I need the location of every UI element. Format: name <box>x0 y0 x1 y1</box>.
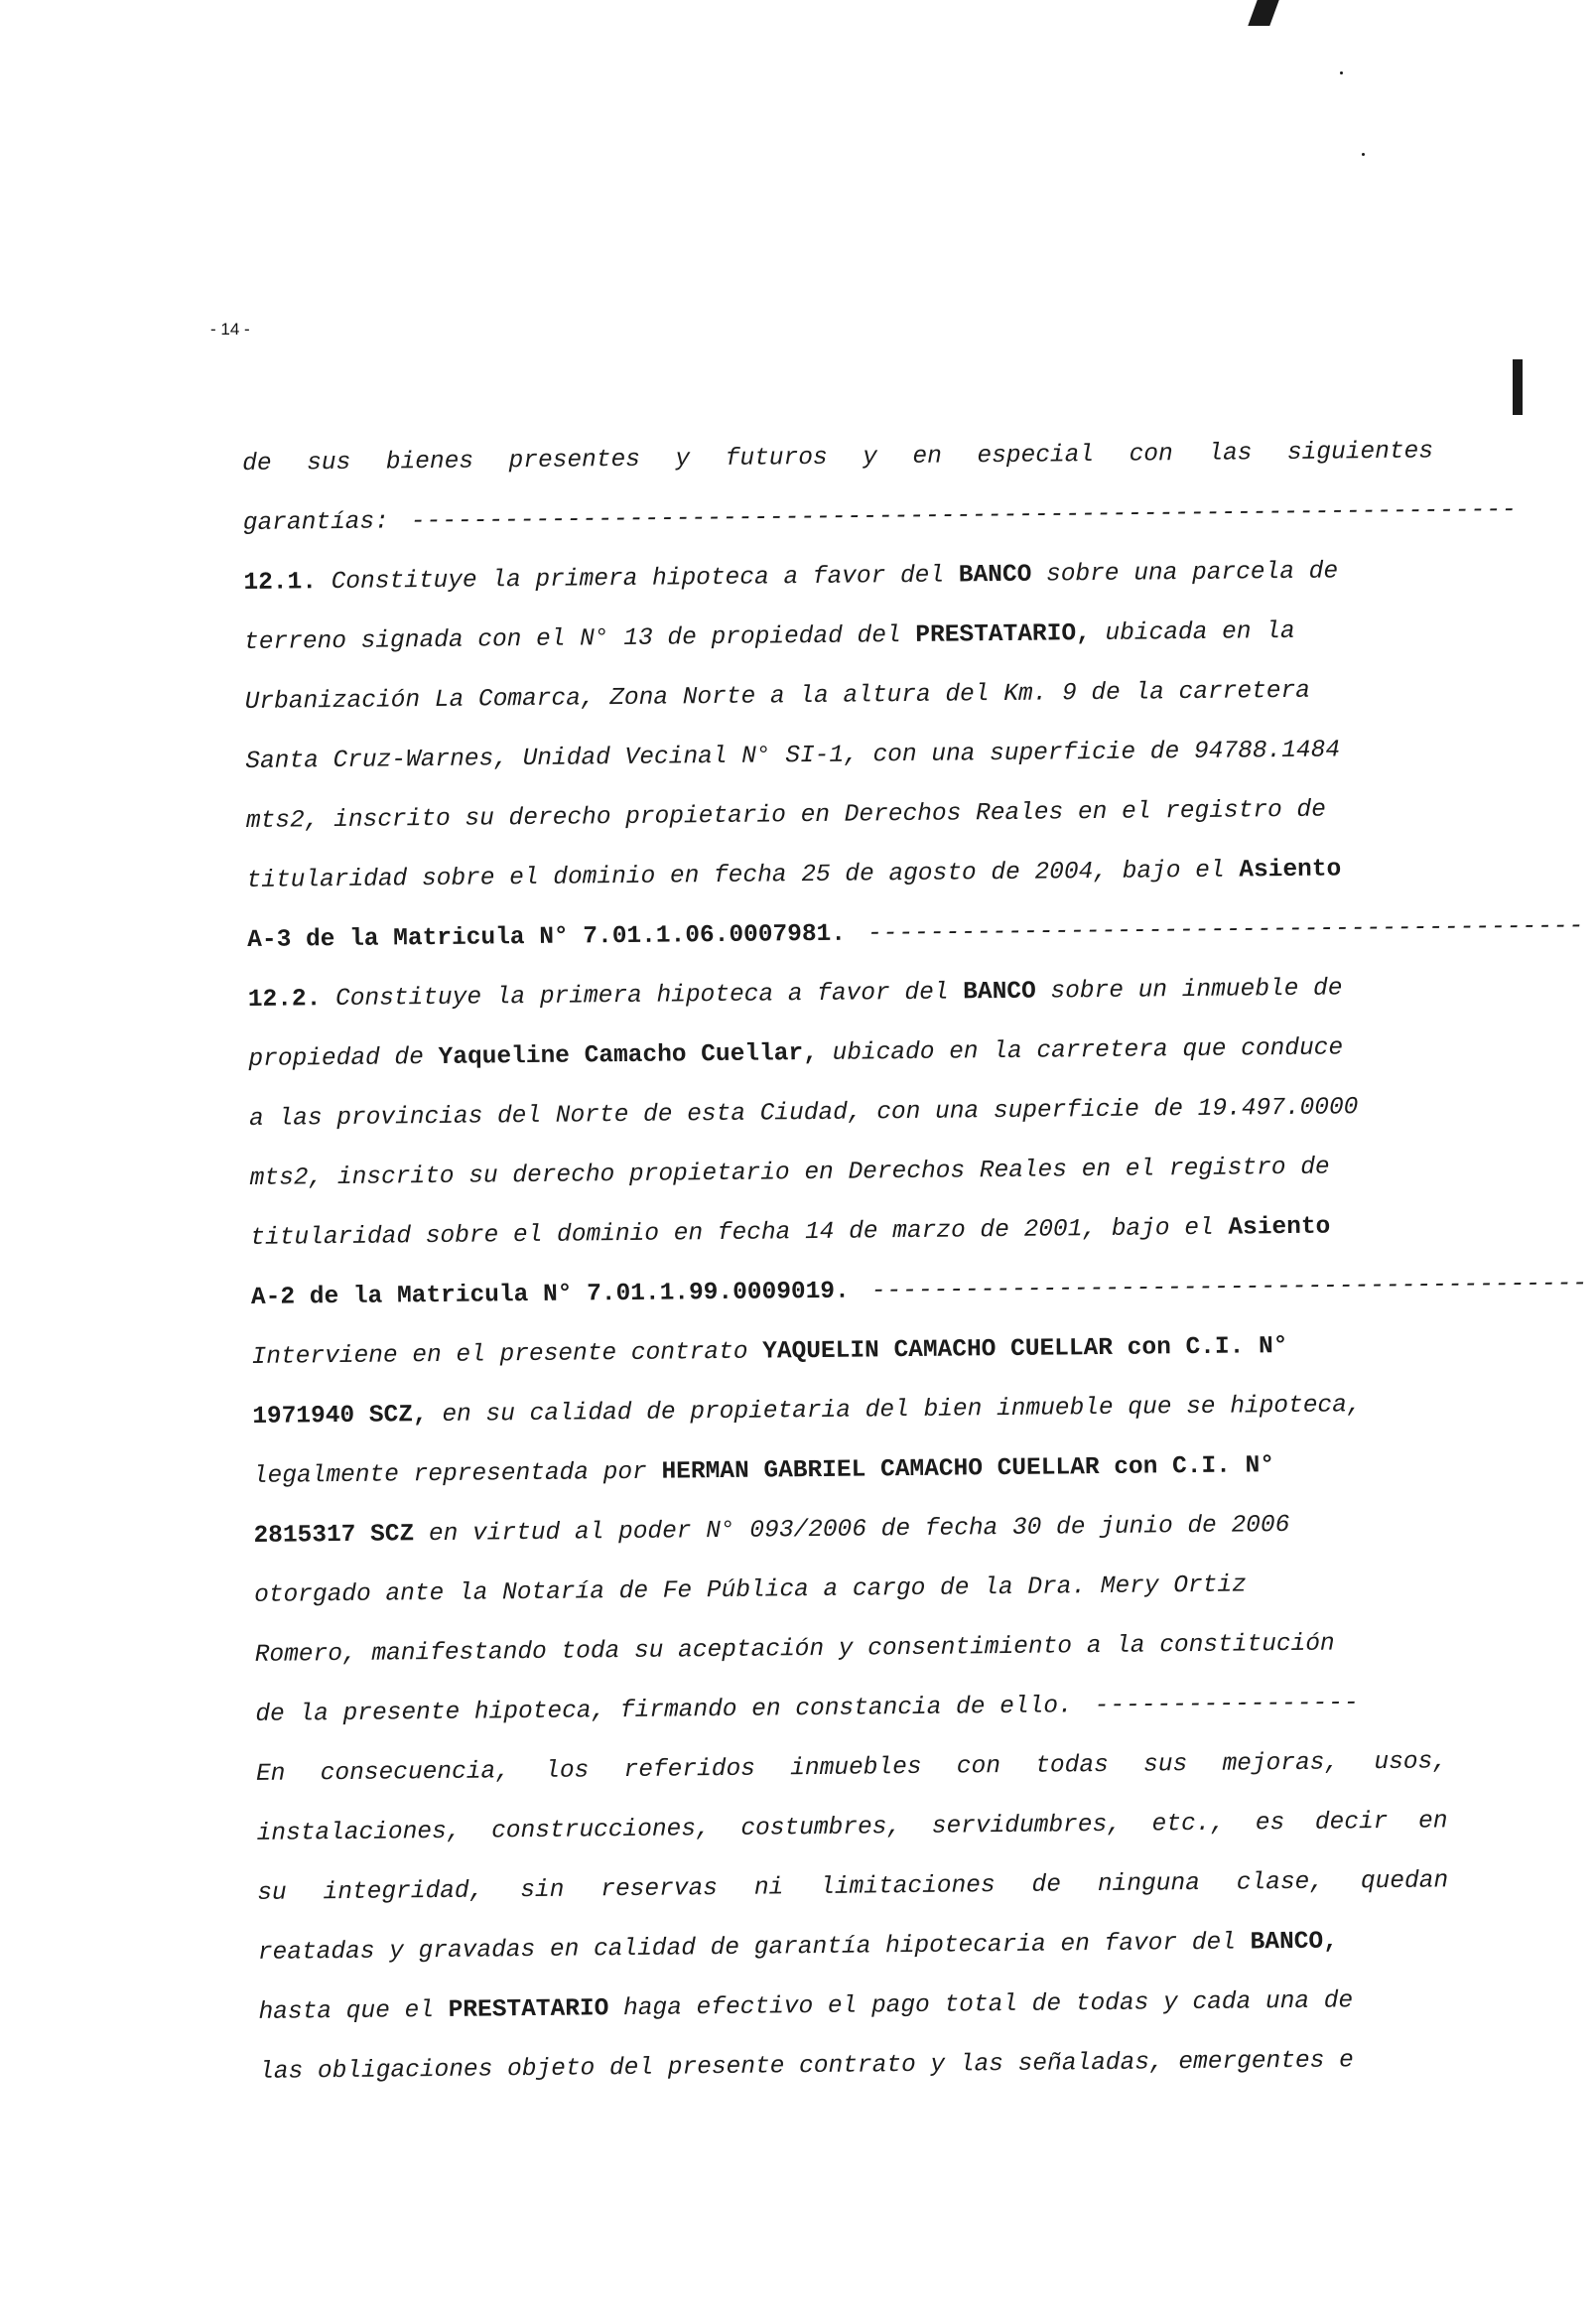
bold-text: Asiento <box>1239 856 1342 885</box>
text-run: ninguna <box>1097 1869 1200 1899</box>
text-run: mts2, inscrito su derecho propietario en Derechos Reales en el registro de <box>249 1154 1330 1192</box>
bold-text: BANCO <box>958 561 1032 590</box>
text-run: sus <box>1142 1751 1188 1779</box>
scan-edge-mark-right <box>1513 359 1523 415</box>
text-run: Constituye la primera hipoteca a favor del <box>316 562 959 597</box>
text-run: Romero, manifestando toda su aceptación y consentimiento a la constitución <box>254 1630 1335 1669</box>
text-run: Interviene en el presente contrato <box>251 1338 763 1371</box>
text-line <box>256 1802 1447 1854</box>
text-run: costumbres, <box>740 1814 902 1843</box>
bold-text: Yaqueline Camacho Cuellar, <box>438 1039 819 1071</box>
text-run: en <box>1417 1808 1448 1836</box>
text-line <box>242 432 1433 484</box>
filler-dashes: ---------------------------------------------- <box>866 912 1585 948</box>
text-run: legalmente representada por <box>252 1458 662 1490</box>
text-run: los <box>545 1757 590 1785</box>
text-run: servidumbres, <box>931 1811 1123 1841</box>
text-run: etc., <box>1151 1810 1226 1839</box>
text-run: de <box>1031 1871 1062 1899</box>
text-run: las obligaciones objeto del presente contrato y las señaladas, emergentes e <box>259 2047 1354 2086</box>
text-run: haga efectivo el pago total de todas y cada una de <box>608 1987 1354 2023</box>
text-line <box>257 1861 1448 1914</box>
text-run: sus <box>307 449 351 478</box>
text-line <box>252 1385 1443 1437</box>
text-run: titularidad sobre el dominio en fecha 14 de marzo de 2001, bajo el <box>250 1214 1229 1252</box>
text-run: siguientes <box>1286 438 1434 467</box>
text-line <box>258 1980 1449 2033</box>
text-run: futuros <box>725 444 828 473</box>
text-run: mts2, inscrito su derecho propietario en Derechos Reales en el registro de <box>245 796 1327 835</box>
bold-text: PRESTATARIO <box>448 1995 609 2024</box>
text-run: limitaciones <box>820 1872 996 1901</box>
text-run: especial <box>977 442 1095 471</box>
text-run: construcciones, <box>491 1816 711 1845</box>
text-line <box>250 1147 1441 1199</box>
contract-body-text <box>242 432 1589 2086</box>
scan-speck <box>1340 71 1343 74</box>
filler-dashes: ---------------------------------------------- <box>870 1270 1589 1305</box>
text-run: su <box>257 1879 287 1907</box>
text-run: en virtud al poder N° 093/2006 de fecha 30 de junio de 2006 <box>414 1512 1290 1549</box>
text-run: ubicada en la <box>1090 617 1295 648</box>
text-run: usos, <box>1374 1748 1448 1777</box>
bold-text: BANCO <box>963 978 1036 1007</box>
text-run: decir <box>1314 1808 1389 1837</box>
filler-dashes: ----------------- <box>1094 1690 1360 1720</box>
text-run: con <box>1129 441 1173 469</box>
bold-text: HERMAN GABRIEL CAMACHO CUELLAR con C.I. N° <box>661 1452 1275 1486</box>
text-run: en su calidad de propietaria del bien inmueble que se hipoteca, <box>427 1392 1362 1430</box>
text-line <box>259 2040 1450 2093</box>
text-line <box>255 1623 1446 1676</box>
text-run: integridad, <box>323 1877 484 1907</box>
bold-text: 12.1. <box>243 569 318 597</box>
filler-dashes: ----------------------------------------------------------------------- <box>410 496 1518 536</box>
text-run: de la presente hipoteca, firmando en constancia de ello. <box>255 1693 1073 1728</box>
text-line <box>251 1325 1442 1378</box>
text-run: en <box>912 443 943 471</box>
text-run: Constituye la primera hipoteca a favor del <box>321 979 964 1014</box>
text-line <box>249 1087 1440 1140</box>
bold-text: Asiento <box>1228 1213 1331 1242</box>
text-line <box>250 1266 1589 1318</box>
text-run: ni <box>753 1874 784 1902</box>
text-line <box>245 730 1436 782</box>
text-line <box>255 1683 1446 1735</box>
text-line <box>245 670 1436 723</box>
text-run: clase, <box>1236 1868 1325 1897</box>
text-run: reatadas y gravadas en calidad de garantía hipotecaria en favor del <box>257 1929 1251 1967</box>
text-line <box>247 908 1585 961</box>
bold-text: 2815317 SCZ <box>253 1521 415 1550</box>
text-run: con <box>956 1753 1001 1781</box>
text-run: instalaciones, <box>256 1818 462 1847</box>
text-run: todas <box>1035 1751 1109 1780</box>
text-line <box>256 1742 1447 1795</box>
scan-edge-mark-top <box>1248 0 1278 26</box>
text-run: referidos <box>623 1755 756 1785</box>
text-run: En <box>255 1760 286 1788</box>
text-run: mejoras, <box>1222 1749 1340 1778</box>
text-run: ubicado en la carretera que conduce <box>817 1034 1344 1067</box>
text-line <box>253 1504 1444 1557</box>
text-line <box>248 968 1439 1021</box>
text-line <box>244 611 1435 663</box>
text-run: quedan <box>1360 1867 1449 1896</box>
text-line <box>248 1027 1439 1080</box>
text-run: es <box>1255 1810 1285 1838</box>
text-run: a las provincias del Norte de esta Ciudad, con una superficie de 19.497.0000 <box>248 1094 1359 1133</box>
bold-text: 12.2. <box>247 986 322 1014</box>
scan-speck <box>1362 153 1365 156</box>
bold-text: BANCO, <box>1250 1928 1338 1957</box>
text-run: bienes <box>385 448 474 477</box>
text-run: sobre una parcela de <box>1031 558 1339 589</box>
text-run: consecuencia, <box>320 1758 511 1788</box>
text-run: y <box>863 444 878 472</box>
text-run: terreno signada con el N° 13 de propiedad del <box>243 621 916 656</box>
text-run: sin <box>520 1876 565 1905</box>
text-run: reservas <box>600 1875 719 1904</box>
text-run: inmuebles <box>790 1753 922 1783</box>
page-number: - 14 - <box>210 320 250 339</box>
text-run: otorgado ante la Notaría de Fe Pública a cargo de la Dra. Mery Ortiz <box>254 1571 1247 1609</box>
text-run: presentes <box>508 446 641 476</box>
text-run: de <box>242 450 272 478</box>
text-run: hasta que el <box>258 1996 449 2026</box>
text-line <box>246 789 1437 842</box>
text-line <box>243 551 1434 604</box>
bold-text: PRESTATARIO, <box>915 620 1091 649</box>
text-run: sobre un inmueble de <box>1035 975 1343 1006</box>
text-run: Urbanización La Comarca, Zona Norte a la altura del Km. 9 de la carretera <box>244 677 1311 716</box>
text-line <box>253 1444 1444 1497</box>
text-run: propiedad de <box>248 1043 439 1073</box>
bold-text: A-3 de la Matricula N° 7.01.1.06.0007981. <box>247 920 847 954</box>
text-line <box>254 1564 1445 1616</box>
text-run: y <box>675 446 691 474</box>
text-run: las <box>1208 440 1253 468</box>
text-run: titularidad sobre el dominio en fecha 25 de agosto de 2004, bajo el <box>246 857 1240 894</box>
text-run: garantías: <box>242 508 389 537</box>
text-line <box>246 849 1437 901</box>
text-line <box>250 1206 1441 1259</box>
text-line <box>242 491 1518 544</box>
bold-text: YAQUELIN CAMACHO CUELLAR con C.I. N° <box>762 1333 1288 1366</box>
text-line <box>258 1921 1449 1974</box>
text-run: Santa Cruz-Warnes, Unidad Vecinal N° SI-1, con una superficie de 94788.1484 <box>245 737 1341 775</box>
bold-text: 1971940 SCZ, <box>252 1402 428 1431</box>
bold-text: A-2 de la Matricula N° 7.01.1.99.0009019. <box>250 1278 850 1311</box>
